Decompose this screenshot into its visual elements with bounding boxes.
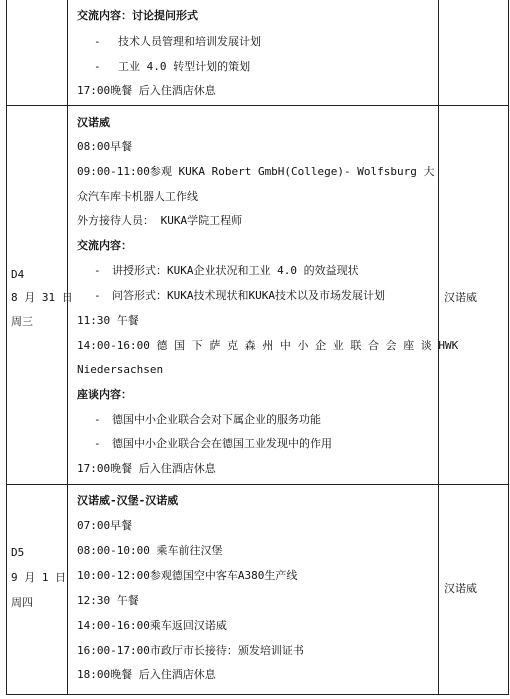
list-item: 问答形式：KUKA技术现状和KUKA技术以及市场发展计划 (112, 289, 385, 302)
list-item: 工业 4.0 转型计划的策划 (118, 60, 251, 73)
schedule-line: 17:00晚餐 后入住酒店休息 (77, 462, 216, 475)
bullet-dash: - (94, 289, 101, 302)
city-heading: 汉诺威 (77, 116, 110, 129)
exchange-content-heading: 交流内容： (77, 239, 132, 252)
city-heading: 汉诺威-汉堡-汉诺威 (77, 494, 179, 507)
bullet-dash: - (94, 60, 101, 73)
schedule-line: 10:00-12:00参观德国空中客车A380生产线 (77, 569, 298, 582)
schedule-line: 09:00-11:00参观 KUKA Robert GmbH(College)- Wolfsburg 大 (77, 165, 435, 178)
location-label: 汉诺威 (444, 582, 477, 595)
schedule-line: 14:00-16:00乘车返回汉诺威 (77, 619, 227, 632)
row-divider-2 (6, 484, 509, 485)
list-item: 技术人员管理和培训发展计划 (118, 35, 261, 48)
bullet-dash: - (94, 413, 101, 426)
weekday-label: 周四 (11, 596, 33, 609)
schedule-line: 08:00-10:00 乘车前往汉堡 (77, 544, 223, 557)
schedule-line: Niedersachsen (77, 363, 164, 376)
list-item: 讲授形式：KUKA企业状况和工业 4.0 的效益现状 (112, 264, 359, 277)
table-border-bottom (6, 694, 509, 695)
schedule-line: 外方接待人员： KUKA学院工程师 (77, 214, 243, 227)
schedule-line: 14:00-16:00 德 国 下 萨 克 森 州 中 小 企 业 联 合 会 座 谈 HWK (77, 339, 459, 352)
schedule-line: 众汽车库卡机器人工作线 (77, 190, 198, 203)
meeting-content-heading: 座谈内容： (77, 388, 132, 401)
schedule-line: 08:00早餐 (77, 140, 133, 153)
bullet-dash: - (94, 35, 101, 48)
date-label: 8 月 31 日 (11, 291, 73, 304)
weekday-label: 周三 (11, 315, 33, 328)
schedule-line: 18:00晚餐 后入住酒店休息 (77, 668, 216, 681)
schedule-line: 17:00晚餐 后入住酒店休息 (77, 84, 216, 97)
schedule-table (6, 0, 509, 695)
row-divider-1 (6, 105, 509, 106)
schedule-line: 07:00早餐 (77, 519, 133, 532)
schedule-line: 16:00-17:00市政厅市长接待：颁发培训证书 (77, 644, 304, 657)
location-label: 汉诺威 (444, 291, 477, 304)
bullet-dash: - (94, 437, 101, 450)
date-label: 9 月 1 日 (11, 571, 67, 584)
list-item: 德国中小企业联合会在德国工业发现中的作用 (112, 437, 332, 450)
exchange-content-heading: 交流内容：讨论提问形式 (77, 9, 198, 22)
bullet-dash: - (94, 264, 101, 277)
schedule-line: 11:30 午餐 (77, 314, 139, 327)
day-label: D5 (11, 546, 25, 559)
schedule-line: 12:30 午餐 (77, 594, 139, 607)
day-label: D4 (11, 268, 25, 281)
list-item: 德国中小企业联合会对下属企业的服务功能 (112, 413, 321, 426)
